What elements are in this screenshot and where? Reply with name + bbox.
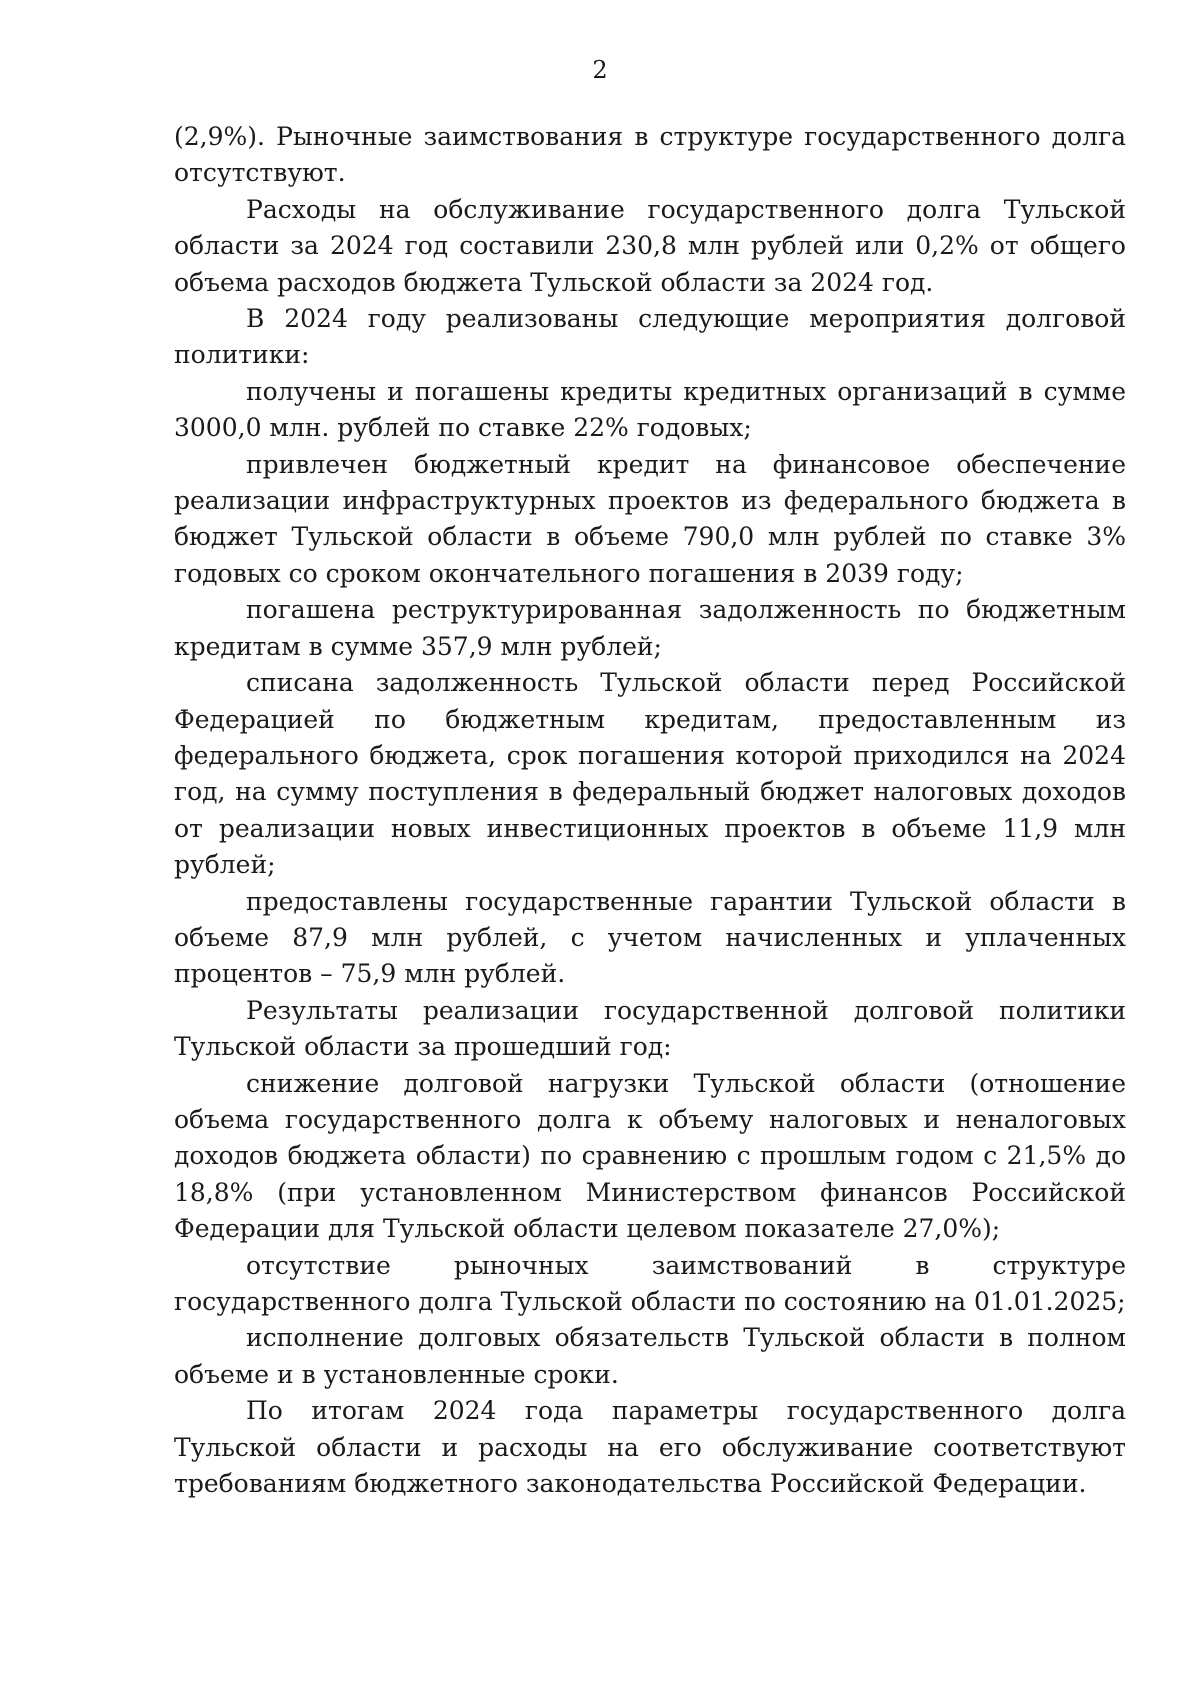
paragraph-budget-credit: привлечен бюджетный кредит на финансовое обеспечение реализации инфраструктурных проектов из федерального бюджета в бюджет Тульской области в объеме 790,0 млн рублей по ставке 3% годовых со сроком окончательного погашения в 2039 году;	[174, 449, 1126, 588]
paragraph-debt-load-reduction: снижение долговой нагрузки Тульской области (отношение объема государственного долга к объему налоговых и неналоговых доходов бюджета области) по сравнению с прошлым годом с 21,5% до 18,8% (при установленном Министерством финансов Российской Федерации для Тульской области целевом показателе 27,0%);	[174, 1068, 1126, 1244]
paragraph-no-market-borrowing: отсутствие рыночных заимствований в структуре государственного долга Тульской области по состоянию на 01.01.2025;	[174, 1250, 1126, 1316]
paragraph-debt-write-off: списана задолженность Тульской области перед Российской Федерацией по бюджетным кредитам, предоставленным из федерального бюджета, срок погашения которой приходился на 2024 год, на сумму поступления в федеральный бюджет налоговых доходов от реализации новых инвестиционных проектов в объеме 11,9 млн рублей;	[174, 668, 1126, 880]
paragraph-continuation: (2,9%). Рыночные заимствования в структуре государственного долга отсутствуют.	[174, 122, 1126, 188]
paragraph-obligations-fulfilled: исполнение долговых обязательств Тульской области в полном объеме и в установленные сроки.	[174, 1323, 1126, 1389]
paragraph-bank-credits: получены и погашены кредиты кредитных организаций в сумме 3000,0 млн. рублей по ставке 22% годовых;	[174, 376, 1126, 443]
paragraph-debt-service-expenses: Расходы на обслуживание государственного долга Тульской области за 2024 год составили 230,8 млн рублей или 0,2% от общего объема расходов бюджета Тульской области за 2024 год.	[174, 194, 1126, 297]
paragraph-state-guarantees: предоставлены государственные гарантии Тульской области в объеме 87,9 млн рублей, с учетом начисленных и уплаченных процентов – 75,9 млн рублей.	[174, 886, 1126, 989]
paragraph-restructured-debt: погашена реструктурированная задолженность по бюджетным кредитам в сумме 357,9 млн рублей;	[174, 595, 1126, 661]
paragraph-conclusion: По итогам 2024 года параметры государственного долга Тульской области и расходы на его обслуживание соответствуют требованиям бюджетного законодательства Российской Федерации.	[174, 1396, 1126, 1499]
paragraph-results-intro: Результаты реализации государственной долговой политики Тульской области за прошедший год:	[174, 995, 1126, 1062]
paragraph-measures-intro: В 2024 году реализованы следующие мероприятия долговой политики:	[174, 304, 1126, 370]
page-number: 2	[592, 56, 608, 84]
document-body	[174, 119, 1126, 1502]
